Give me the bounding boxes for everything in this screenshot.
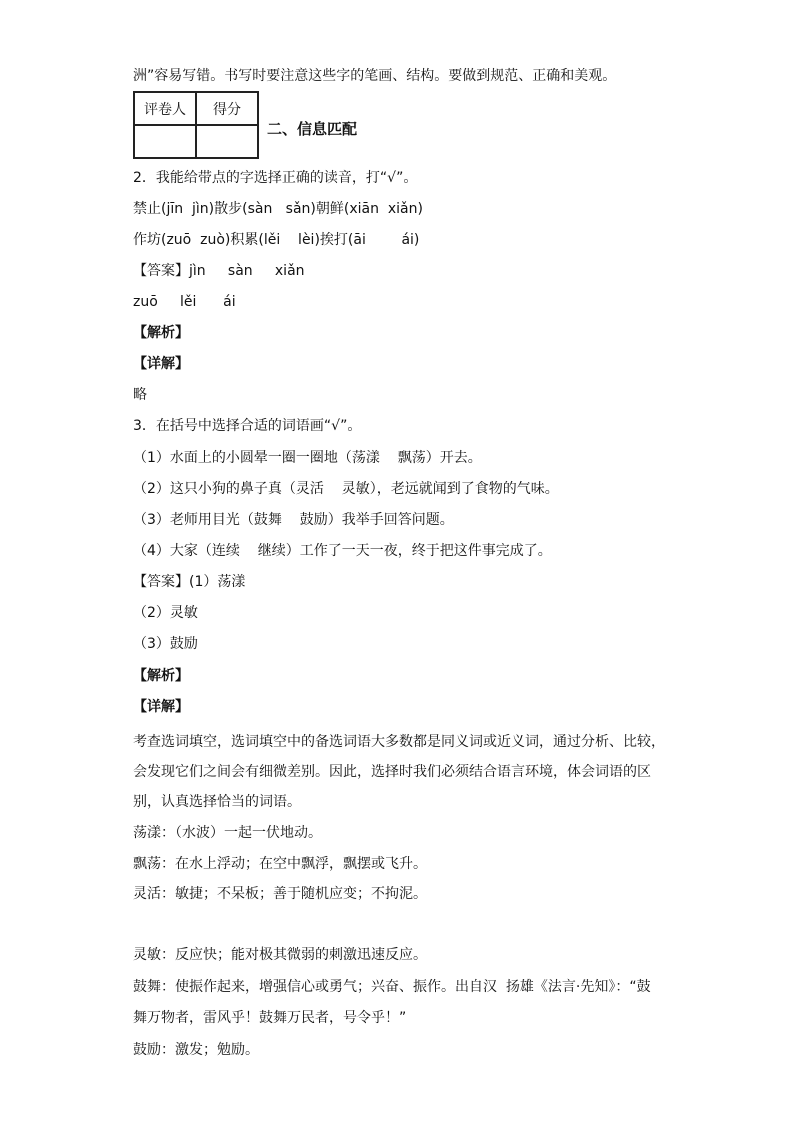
score-table-cell-grader <box>134 125 196 158</box>
answer-2-line-2: zuō lěi ái <box>133 294 236 310</box>
answer-3-line-1: 【答案】(1）荡漾 <box>133 574 246 590</box>
analysis-label: 【解析】 <box>133 325 189 341</box>
question-3-item-3: （3）老师用目光（鼓舞 鼓励）我举手回答问题。 <box>133 512 454 528</box>
detail-text: 略 <box>133 387 147 403</box>
analysis-label: 【解析】 <box>133 668 189 684</box>
definition-line: 舞万物者，雷风乎！鼓舞万民者，号令乎！” <box>133 1010 407 1026</box>
question-3-item-4: （4）大家（连续 继续）工作了一天一夜，终于把这件事完成了。 <box>133 543 552 559</box>
detail-paragraph: 考查选词填空，选词填空中的备选词语大多数都是同义词或近义词，通过分析、比较，会发现它们之间会有细微差别。因此，选择时我们必须结合语言环境，体会词语的区别，认真选择恰当的词语。 <box>133 734 665 810</box>
score-table-cell-score <box>196 125 258 158</box>
question-3: 3．在括号中选择合适的词语画“√”。 <box>133 418 362 434</box>
score-table-header-score: 得分 <box>196 92 258 125</box>
question-3-item-1: （1）水面上的小圆晕一圈一圈地（荡漾 飘荡）开去。 <box>133 450 482 466</box>
score-table-header-grader: 评卷人 <box>134 92 196 125</box>
question-2-line-1: 禁止(jīn jìn)散步(sàn sǎn)朝鲜(xiān xiǎn) <box>133 201 423 217</box>
question-2: 2．我能给带点的字选择正确的读音，打“√”。 <box>133 170 418 186</box>
definition-line: 鼓舞：使振作起来，增强信心或勇气；兴奋、振作。出自汉 扬雄《法言·先知》：“鼓 <box>133 979 651 995</box>
question-3-item-2: （2）这只小狗的鼻子真（灵活 灵敏），老远就闻到了食物的气味。 <box>133 481 559 497</box>
detail-label: 【详解】 <box>133 699 189 715</box>
text-line: 洲”容易写错。书写时要注意这些字的笔画、结构。要做到规范、正确和美观。 <box>133 68 617 84</box>
definition-line: 灵活：敏捷；不呆板；善于随机应变；不拘泥。 <box>133 886 427 902</box>
definition-line: 飘荡：在水上浮动；在空中飘浮，飘摆或飞升。 <box>133 856 427 872</box>
answer-3-line-3: （3）鼓励 <box>133 636 198 652</box>
definition-line: 灵敏：反应快；能对极其微弱的刺激迅速反应。 <box>133 947 427 963</box>
detail-label: 【详解】 <box>133 356 189 372</box>
definition-line: 荡漾：（水波）一起一伏地动。 <box>133 825 322 841</box>
definition-line: 鼓励：激发；勉励。 <box>133 1042 259 1058</box>
score-table <box>133 91 259 159</box>
answer-3-line-2: （2）灵敏 <box>133 605 198 621</box>
question-2-line-2: 作坊(zuō zuò)积累(lěi lèi)挨打(āi ái) <box>133 232 420 248</box>
section-heading: 二、信息匹配 <box>267 120 358 138</box>
answer-2-line-1: 【答案】jìn sàn xiǎn <box>133 263 305 279</box>
